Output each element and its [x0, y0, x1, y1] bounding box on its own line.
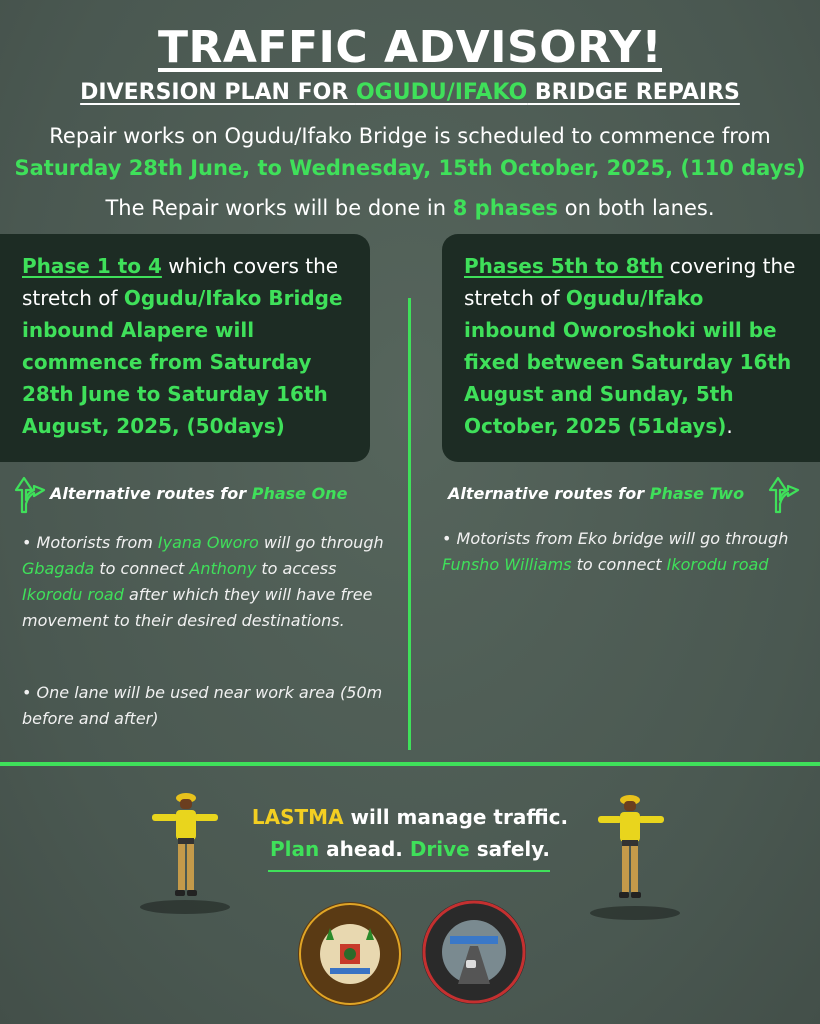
bullet-text: after which they will have free movement to their desired destinations.: [22, 585, 373, 630]
place-gbagada: Gbagada: [22, 559, 95, 578]
alt-right-heading-phase: Phase Two: [649, 484, 745, 503]
intro-phases-post: on both lanes.: [558, 196, 715, 220]
intro-phases-count: 8 phases: [452, 196, 559, 220]
route-arrow-icon: [12, 474, 48, 514]
phase-right-text-b: Ogudu/Ifako inbound Oworoshoki will be fixed between Saturday 16th August and Sunday, 5th October, 2025 (51days): [464, 286, 792, 438]
intro-line-1: Repair works on Ogudu/Ifako Bridge is scheduled to commence from: [49, 124, 771, 148]
slogan-drive: Drive: [409, 837, 470, 861]
ministry-of-transportation-seal: [420, 898, 528, 1006]
footer-underline: [268, 870, 550, 872]
route-bullet-phase-two: [442, 526, 812, 578]
slogan-safely: safely.: [469, 837, 551, 861]
phase-card-left: [0, 234, 370, 462]
slogan-ahead: ahead.: [319, 837, 410, 861]
subtitle-post: BRIDGE REPAIRS: [527, 80, 740, 105]
horizontal-divider: [0, 762, 820, 766]
phase-right-text-a: covering the stretch of: [464, 254, 796, 310]
bullet-text: to connect: [94, 559, 190, 578]
place-anthony: Anthony: [189, 559, 257, 578]
bullet-text: • Motorists from Eko bridge will go through: [442, 529, 789, 548]
page-subtitle: [0, 80, 820, 105]
place-ikorodu-road: Ikorodu road: [666, 555, 769, 574]
footer-line1-rest: will manage traffic.: [343, 805, 569, 829]
intro-phases: [0, 196, 820, 220]
footer-lastma: [0, 805, 820, 829]
lagos-state-government-seal: [296, 900, 404, 1008]
traffic-officer-icon: [150, 790, 220, 910]
footer-slogan: [0, 837, 820, 861]
page-title: TRAFFIC ADVISORY!: [157, 22, 663, 73]
phase-left-text-b: Ogudu/Ifako Bridge inbound Alapere will commence from Saturday 28th June to Saturday 16th August, 2025, (50days): [22, 286, 343, 438]
lastma-label: LASTMA: [251, 805, 344, 829]
bullet-text: to access: [256, 559, 337, 578]
subtitle-highlight: OGUDU/IFAKO: [355, 80, 528, 105]
bullet-text: will go through: [258, 533, 384, 552]
phase-right-text-c: .: [726, 414, 733, 438]
phase-right-label: Phases 5th to 8th: [464, 254, 664, 278]
intro-dates: Saturday 28th June, to Wednesday, 15th October, 2025, (110 days): [14, 156, 806, 180]
place-funsho-williams: Funsho Williams: [442, 555, 572, 574]
alt-right-heading-text: Alternative routes for: [448, 484, 650, 503]
route-bullet-phase-one: [22, 530, 392, 634]
subtitle-pre: DIVERSION PLAN FOR: [80, 80, 356, 105]
route-arrow-icon: [766, 474, 802, 514]
alt-left-heading-text: Alternative routes for: [50, 484, 252, 503]
bullet-text: to connect: [571, 555, 667, 574]
bullet-text: • Motorists from: [22, 533, 158, 552]
place-ikorodu-road: Ikorodu road: [22, 585, 124, 604]
intro-phases-pre: The Repair works will be done in: [105, 196, 453, 220]
slogan-plan: Plan: [269, 837, 320, 861]
phase-card-right: [442, 234, 820, 462]
phase-left-label: Phase 1 to 4: [22, 254, 162, 278]
alt-routes-heading-right: [448, 484, 744, 503]
traffic-officer-icon: [596, 792, 666, 912]
alt-routes-heading-left: [50, 484, 347, 503]
alt-left-heading-phase: Phase One: [251, 484, 348, 503]
place-iyana-oworo: Iyana Oworo: [157, 533, 259, 552]
phase-left-text-a: which covers the stretch of: [22, 254, 339, 310]
vertical-divider: [408, 298, 411, 750]
route-bullet-lane-note: • One lane will be used near work area (50m before and after): [22, 683, 383, 728]
